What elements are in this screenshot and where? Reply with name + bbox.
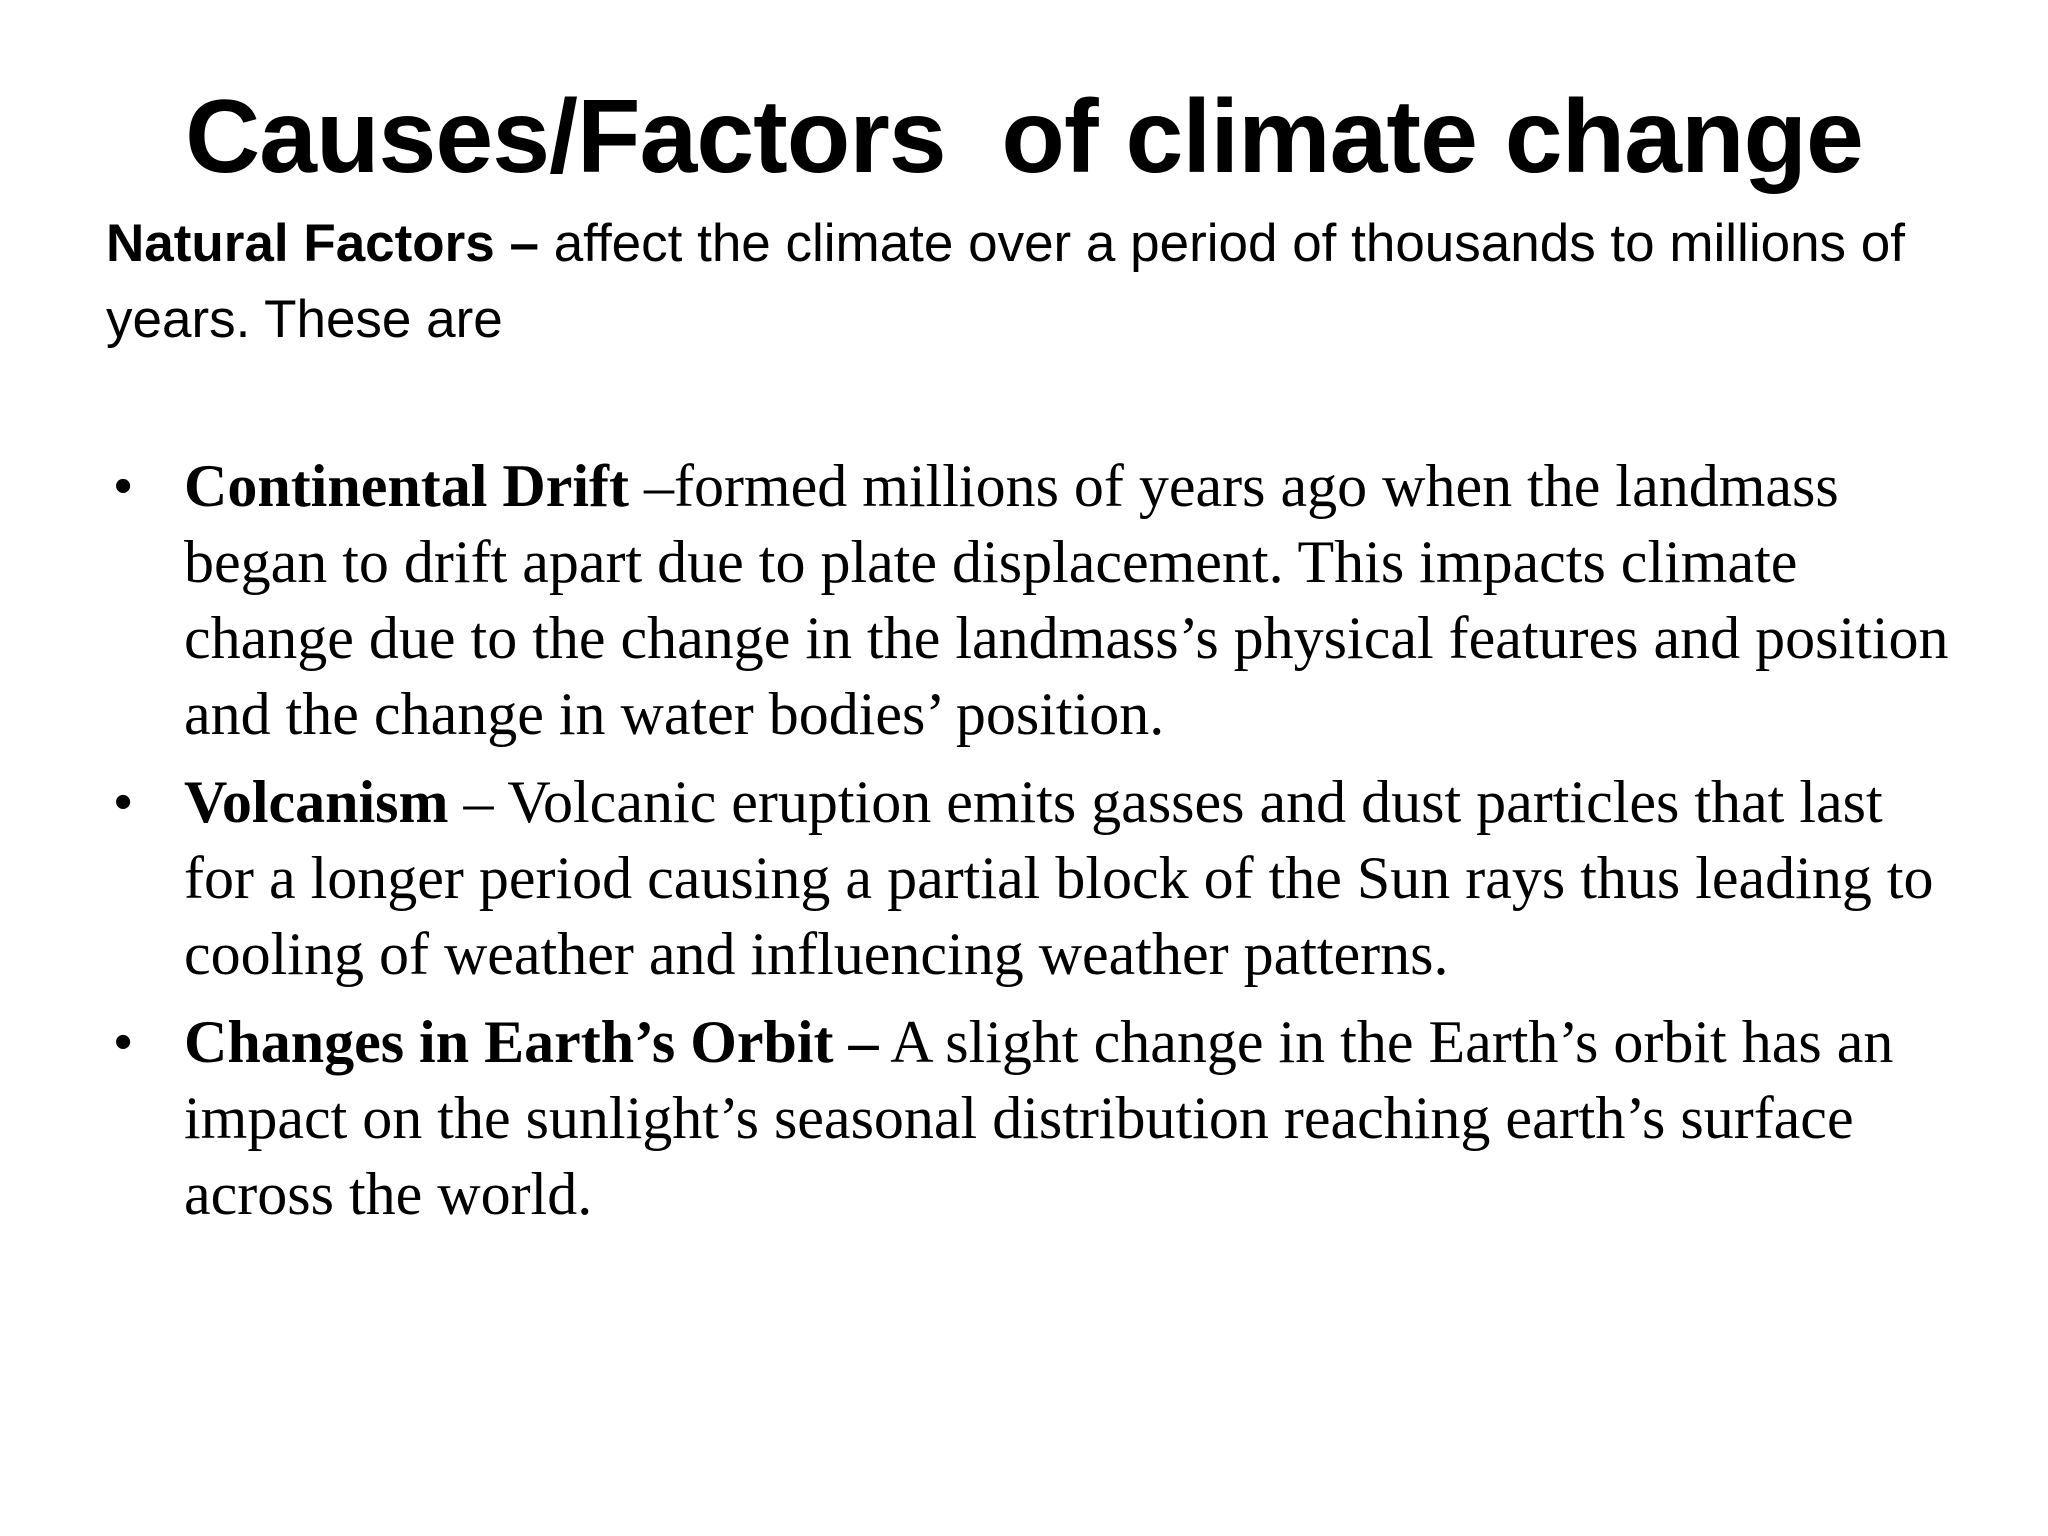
factor-list [106,448,1966,1244]
bullet-icon: • [114,773,133,831]
item-term: Continental Drift [184,453,629,519]
list-item-continental-drift [106,448,1966,752]
item-text: – Volcanic eruption emits gasses and dust particles that last for a longer period causing a partial block of the Sun rays thus leading to cooling of weather and influencing weather patterns. [184,769,1934,987]
intro-text: affect the climate over a period of thousands to millions of years. These are [106,214,1905,349]
bullet-icon: • [114,1013,133,1071]
item-term: Volcanism [184,769,449,835]
list-item-volcanism [106,764,1966,992]
intro-paragraph [106,206,1956,358]
item-term: Changes in Earth’s Orbit – [184,1009,879,1075]
bullet-icon: • [114,457,133,515]
slide-title: Causes/Factors of climate change [185,79,1863,195]
intro-lead: Natural Factors – [106,214,539,273]
list-item-earth-orbit [106,1004,1966,1232]
item-text: –formed millions of years ago when the landmass began to drift apart due to plate displacement. This impacts climate change due to the change in the landmass’s physical features and position and the change in water bodies’ position. [184,453,1949,747]
item-text: A slight change in the Earth’s orbit has an impact on the sunlight’s seasonal distribution reaching earth’s surface across the world. [184,1009,1894,1227]
